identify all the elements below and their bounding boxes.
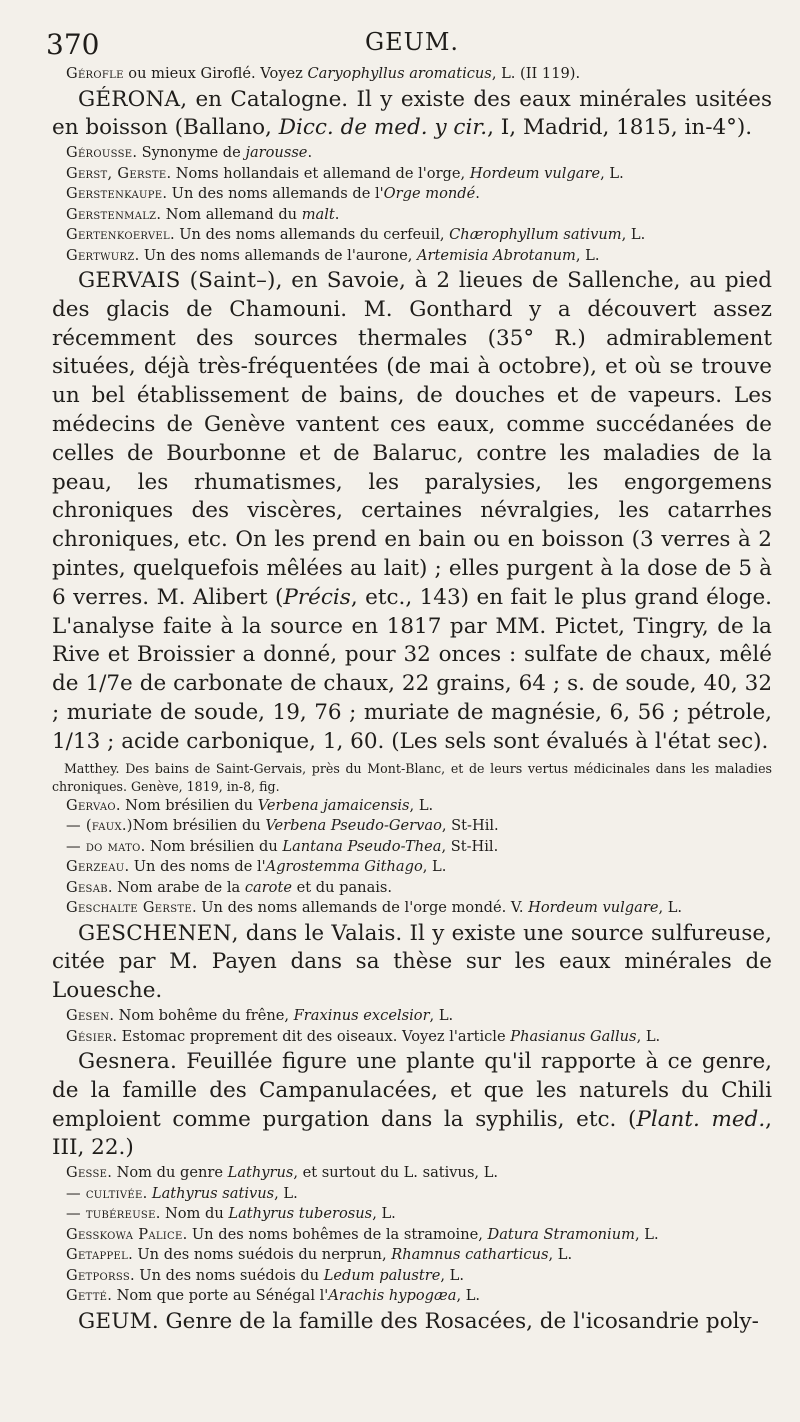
entry-tail: . — [334, 205, 340, 223]
entry-text: ou mieux Giroflé. Voyez — [123, 65, 308, 82]
entry-tail: , L. — [422, 858, 447, 876]
entry-italic: Agrostemma Githago — [265, 858, 423, 876]
entry-tail: , L. — [621, 226, 646, 244]
entry-0 — [52, 64, 772, 85]
entry-italic: carote — [244, 878, 292, 896]
entry-21 — [52, 1184, 772, 1205]
headword: Gésier — [66, 1027, 113, 1045]
entry-tail: . — [307, 144, 313, 162]
headword: Gérousse — [66, 144, 133, 162]
headword: Geschalte Gerste — [66, 899, 192, 917]
entry-italic: Lathyrus — [227, 1164, 294, 1182]
entry-italic: Fraxinus excelsior — [293, 1007, 430, 1025]
entry-italic: Orge mondé — [383, 185, 476, 203]
entry-tail: , St-Hil. — [441, 837, 499, 855]
entry-tail: , L. — [636, 1027, 661, 1045]
entry-26 — [52, 1286, 772, 1307]
entry-tail: , L. — [600, 164, 624, 182]
entry-tail: , St-Hil. — [441, 817, 499, 835]
entry-tail: , L. — [658, 899, 683, 917]
entry-25 — [52, 1266, 772, 1287]
page-number: 370 — [46, 28, 100, 61]
entry-italic: Datura Stramonium — [487, 1225, 635, 1243]
entry-14 — [52, 878, 772, 899]
entry-italic: Lathyrus sativus — [151, 1184, 275, 1202]
entry-text: . Nom brésilien du — [115, 796, 258, 814]
headword: Gesab — [66, 878, 108, 896]
page — [46, 24, 773, 1337]
entry-17 — [52, 1006, 772, 1027]
entry-text: , en Catalogne. Il y existe des eaux minérales usitées en boisson (Ballano, — [52, 86, 772, 141]
entry-italic: Arachis hypogæa — [328, 1287, 457, 1305]
headword: Gervao — [66, 796, 116, 814]
headword: GERVAIS (Saint–) — [78, 268, 276, 294]
entry-7 — [52, 246, 772, 267]
entry-text: . Nom bohême du frêne, — [109, 1007, 294, 1025]
headword: Gesskowa Palice — [66, 1225, 183, 1243]
entry-tail: , L. — [456, 1287, 481, 1305]
entry-text: . Un des noms allemands du cerfeuil, — [169, 226, 450, 244]
entry-italic: malt — [301, 205, 335, 223]
running-title: GEUM. — [364, 28, 460, 56]
entry-italic: Lathyrus tuberosus — [228, 1205, 373, 1223]
headword: — do mato — [66, 837, 141, 855]
entry-16 — [52, 920, 772, 1006]
entry-text: . Nom brésilien du — [140, 837, 283, 855]
entry-text: . Un des noms allemands de l'aurone, — [134, 246, 418, 264]
entry-tail: , I, Madrid, 1815, in-4°). — [487, 115, 753, 141]
entry-text: , dans le Valais. Il y existe une source sulfureuse, citée par M. Payen dans sa thèse sur les eaux minérales de Louesche. — [52, 920, 772, 1004]
entry-italic: Rhamnus catharticus — [391, 1246, 549, 1264]
entry-18 — [52, 1027, 772, 1048]
entry-text: . Un des noms suédois du — [130, 1266, 324, 1284]
entry-text: . Nom du genre — [107, 1164, 228, 1182]
entry-text: Nom brésilien du — [132, 817, 266, 835]
entry-12 — [52, 837, 772, 858]
entry-tail: , et surtout du L. sativus, L. — [293, 1164, 499, 1182]
entry-text: . Synonyme de — [132, 144, 246, 162]
entry-5 — [52, 205, 772, 226]
entry-italic: Artemisia Abrotanum — [417, 246, 576, 264]
entry-text: , en Savoie, à 2 lieues de Sallenche, au pied des glacis de Chamouni. M. Gonthard y a découvert assez récemment des sources thermales (35° R.) admirablement situées, déjà très-fréquentées (de mai à octobre), et où se trouve un bel établissement de bains, de douches et de vapeurs. Les médecins de Genève vantent ces eaux, comme succédanées de celles de Bourbonne et de Balaruc, contre les maladies de la peau, les rhumatismes, les paralysies, les engorgemens chroniques des viscères, certaines névralgies, les catarrhes chroniques, etc. On les prend en bain ou en boisson (3 verres à 2 pintes, quelquefois mêlées au lait) ; elles purgent à la dose de 5 à 6 verres. M. Alibert ( — [52, 268, 773, 610]
entry-italic: Phasianus Gallus — [510, 1027, 637, 1045]
entry-24 — [52, 1245, 772, 1266]
entry-tail: , L. — [274, 1184, 298, 1202]
entry-text: . Nom du — [155, 1205, 229, 1223]
headword: — tubéreuse — [66, 1205, 156, 1223]
headword: Gesnera — [78, 1049, 170, 1075]
headword: Gesen — [66, 1007, 110, 1025]
entry-tail: , L. — [548, 1246, 573, 1264]
entry-italic: Hordeum vulgare — [528, 899, 659, 917]
headword: GÉRONA — [78, 86, 181, 112]
entry-20 — [52, 1163, 772, 1184]
entry-tail: , L. — [440, 1266, 464, 1284]
entry-tail: , L. — [634, 1225, 659, 1243]
entry-text: . Un des noms allemands de l'orge mondé. V. — [191, 899, 529, 917]
entry-tail: , L. — [429, 1007, 454, 1025]
entry-italic: Hordeum vulgare — [469, 164, 601, 182]
entry-italic: Précis — [283, 584, 351, 610]
entry-text: . Un des noms de l' — [124, 858, 266, 876]
entry-tail: et du panais. — [291, 878, 393, 896]
headword: Gertwurz — [66, 246, 135, 264]
entry-tail: , L. (II 119). — [491, 65, 581, 82]
headword: Gerzeau — [66, 858, 125, 876]
entry-2 — [52, 143, 772, 164]
headword: — (faux.) — [66, 817, 133, 835]
entry-text: . Genre de la famille des Rosacées, de l'icosandrie poly- — [151, 1308, 759, 1334]
dictionary-body — [52, 64, 772, 1337]
entry-italic: Verbena Pseudo-Gervao — [265, 817, 442, 835]
entry-27 — [52, 1308, 772, 1337]
entry-italic: Chærophyllum sativum — [449, 226, 622, 244]
entry-tail: . — [475, 185, 480, 203]
entry-text: . Un des noms suédois du nerprun, — [128, 1246, 392, 1264]
page-header — [46, 24, 772, 64]
entry-tail: , L. — [575, 246, 600, 264]
entry-tail: , III, 22.) — [52, 1106, 772, 1161]
entry-text: . Nom que porte au Sénégal l' — [107, 1287, 329, 1305]
entry-italic: Plant. med. — [636, 1106, 766, 1132]
entry-text: . — [142, 1184, 152, 1202]
entry-1 — [52, 86, 772, 144]
entry-text: . Nom allemand du — [156, 205, 302, 223]
entry-text: Matthey. Des bains de Saint-Gervais, près du Mont-Blanc, et de leurs vertus médicinales dans les maladies chroniques. Genève, 1819, in-8, fig. — [52, 760, 772, 794]
entry-italic: Verbena jamaicensis — [257, 796, 410, 814]
entry-19 — [52, 1048, 772, 1163]
entry-tail: , L. — [409, 796, 434, 814]
headword: Gerstenkaupe — [66, 185, 163, 203]
entry-text: . Estomac proprement dit des oiseaux. Voyez l'article — [112, 1027, 511, 1045]
entry-text: . Un des noms bohêmes de la stramoine, — [182, 1225, 488, 1243]
entry-italic: Lantana Pseudo-Thea — [282, 837, 442, 855]
entry-3 — [52, 164, 772, 185]
entry-tail: , L. — [372, 1205, 396, 1223]
entry-italic: Ledum palustre — [323, 1266, 441, 1284]
entry-6 — [52, 225, 772, 246]
entry-tail: , etc., 143) en fait le plus grand éloge. L'analyse faite à la source en 1817 par MM. Pictet, Tingry, de la Rive et Broissier a donné, pour 32 onces : sulfate de chaux, mêlé de 1/7e de carbonate de chaux, 22 grains, 64 ; s. de soude, 40, 32 ; muriate de soude, 19, 76 ; muriate de magnésie, 6, 56 ; pétrole, 1/13 ; acide carbonique, 1, 60. (Les sels sont évalués à l'état sec). — [52, 584, 772, 754]
entry-9 — [52, 760, 772, 796]
headword: Gérofle — [66, 65, 124, 82]
headword: Gertenkoervel — [66, 226, 170, 244]
entry-text: . Un des noms allemands de l' — [162, 185, 384, 203]
headword: Gerst, Gerste — [66, 164, 167, 182]
entry-11 — [52, 816, 772, 837]
entry-10 — [52, 796, 772, 817]
headword: Getappel — [66, 1246, 129, 1264]
entry-text: . Feuillée figure une plante qu'il rapporte à ce genre, de la famille des Campanulacées, et que les naturels du Chili emploient comme purgation dans la syphilis, etc. ( — [52, 1049, 772, 1132]
entry-15 — [52, 898, 772, 919]
headword: — cultivée — [66, 1184, 143, 1202]
headword: Gesse — [66, 1164, 108, 1182]
entry-13 — [52, 857, 772, 878]
headword: Gerstenmalz — [66, 205, 157, 223]
entry-23 — [52, 1225, 772, 1246]
headword: Getporss — [66, 1266, 131, 1284]
headword: GESCHENEN — [78, 920, 232, 946]
entry-8 — [52, 267, 772, 757]
headword: GEUM — [78, 1308, 152, 1334]
entry-text: . Noms hollandais et allemand de l'orge, — [166, 164, 470, 182]
entry-italic: Dicc. de med. y cir. — [278, 115, 488, 141]
entry-italic: jarousse — [245, 144, 308, 162]
entry-22 — [52, 1204, 772, 1225]
headword: Getté — [66, 1287, 108, 1305]
entry-text: . Nom arabe de la — [107, 878, 245, 896]
entry-italic: Caryophyllus aromaticus — [307, 65, 492, 82]
entry-4 — [52, 184, 772, 205]
